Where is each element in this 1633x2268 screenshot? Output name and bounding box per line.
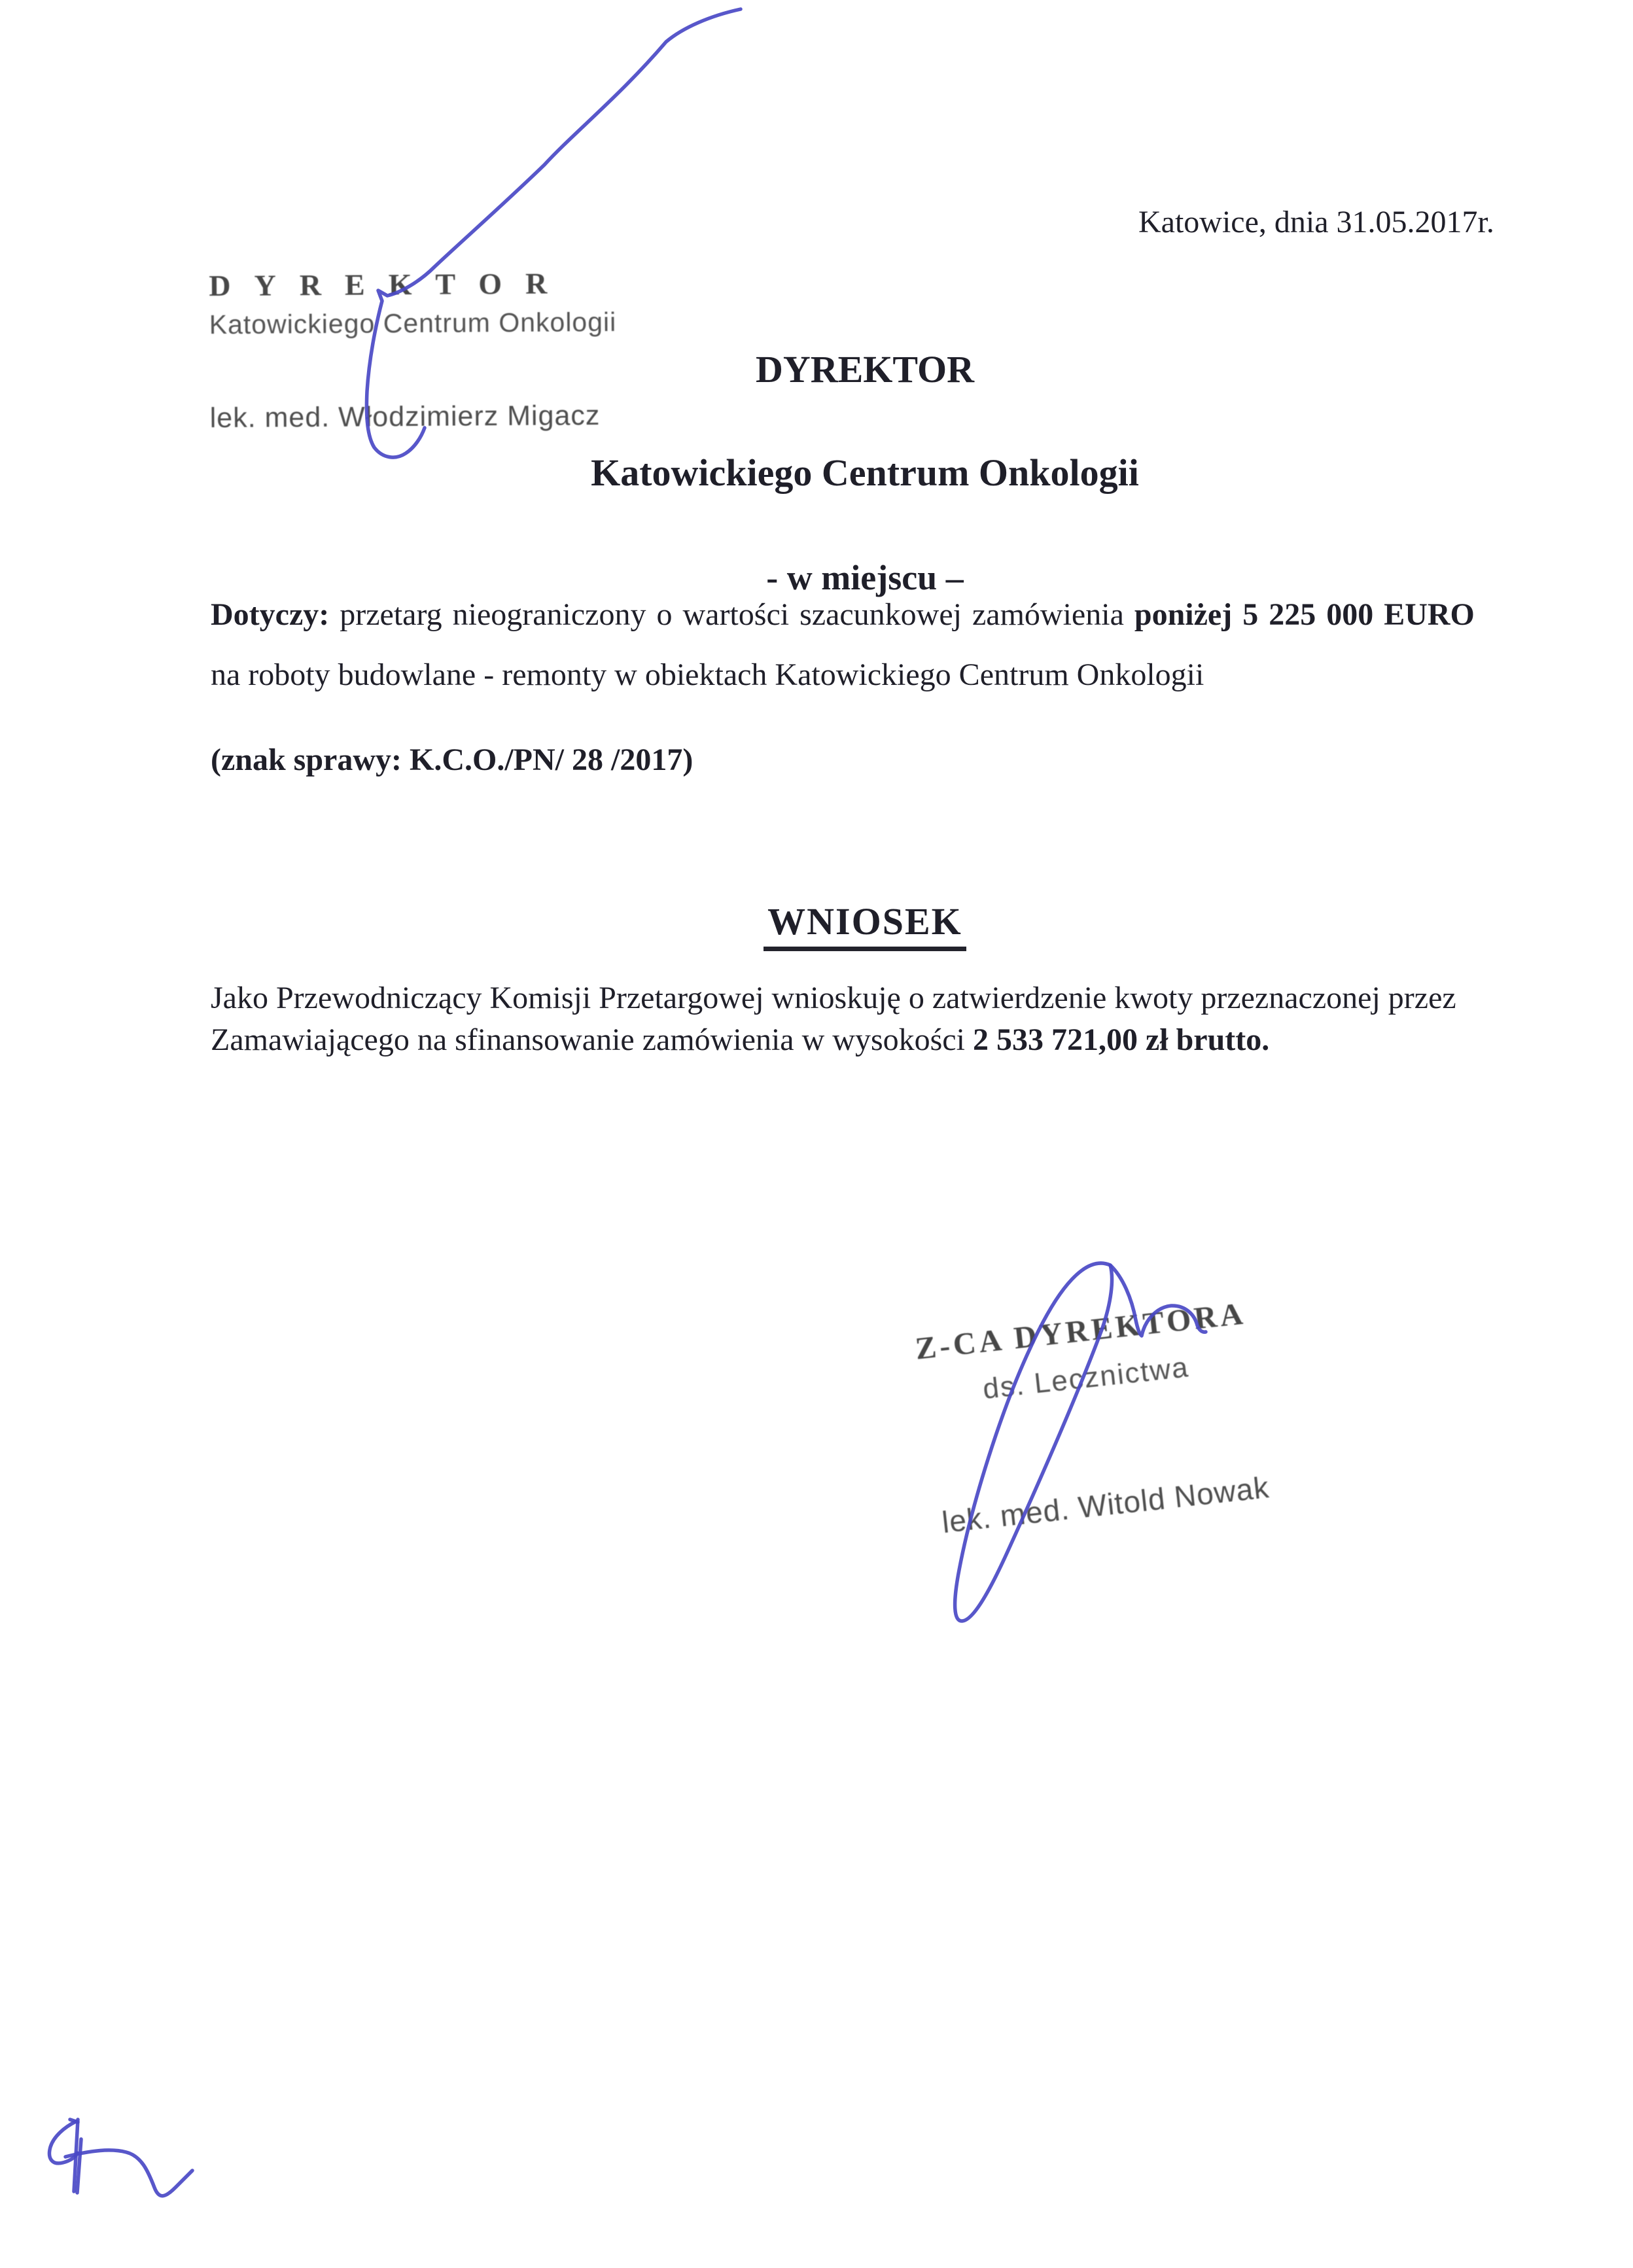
request-heading: WNIOSEK bbox=[764, 903, 966, 951]
subject-line-1 bbox=[211, 598, 1475, 633]
paraph-loop bbox=[50, 2121, 77, 2163]
paraph-vertical-1 bbox=[74, 2120, 78, 2191]
case-number-line: (znak sprawy: K.C.O./PN/ 28 /2017) bbox=[211, 742, 694, 777]
director-stamp-organization: Katowickiego Centrum Onkologii bbox=[209, 306, 617, 340]
request-body-line-2 bbox=[211, 1024, 1269, 1056]
subject-label: Dotyczy: bbox=[211, 597, 330, 632]
addressee-location: - w miejscu – bbox=[766, 558, 964, 597]
request-body-line2-text: Zamawiającego na sfinansowanie zamówienia w wysokości bbox=[211, 1022, 973, 1057]
paraph-dot bbox=[70, 2120, 78, 2122]
addressee-organization: Katowickiego Centrum Onkologii bbox=[591, 451, 1139, 494]
request-heading-wrap bbox=[538, 900, 1192, 951]
deputy-stamp-title: Z-CA DYREKTORA bbox=[913, 1296, 1248, 1367]
deputy-stamp-department: ds. Lecznictwa bbox=[981, 1351, 1191, 1406]
addressee-title: DYREKTOR bbox=[755, 348, 975, 391]
director-stamp-title: DYREKTOR bbox=[209, 266, 571, 303]
deputy-director-stamp bbox=[914, 1295, 1301, 1539]
director-stamp-signer: lek. med. Włodzimierz Migacz bbox=[209, 400, 601, 434]
date-line: Katowice, dnia 31.05.2017r. bbox=[1138, 205, 1494, 239]
subject-line1-amount: poniżej 5 225 000 EURO bbox=[1134, 597, 1475, 632]
paraph-tail bbox=[65, 2150, 192, 2196]
subject-line-2: na roboty budowlane - remonty w obiektach Katowickiego Centrum Onkologii bbox=[211, 657, 1204, 692]
request-body-line-1: Jako Przewodniczący Komisji Przetargowej wnioskuję o zatwierdzenie kwoty przeznaczonej przez bbox=[211, 981, 1456, 1015]
deputy-stamp-signer: lek. med. Witold Nowak bbox=[940, 1470, 1271, 1540]
addressee-block bbox=[538, 348, 1192, 597]
subject-line1-text: przetarg nieograniczony o wartości szacunkowej zamówienia bbox=[329, 597, 1134, 632]
request-body-amount: 2 533 721,00 zł brutto. bbox=[972, 1022, 1270, 1057]
paraph-vertical-2 bbox=[77, 2139, 81, 2193]
